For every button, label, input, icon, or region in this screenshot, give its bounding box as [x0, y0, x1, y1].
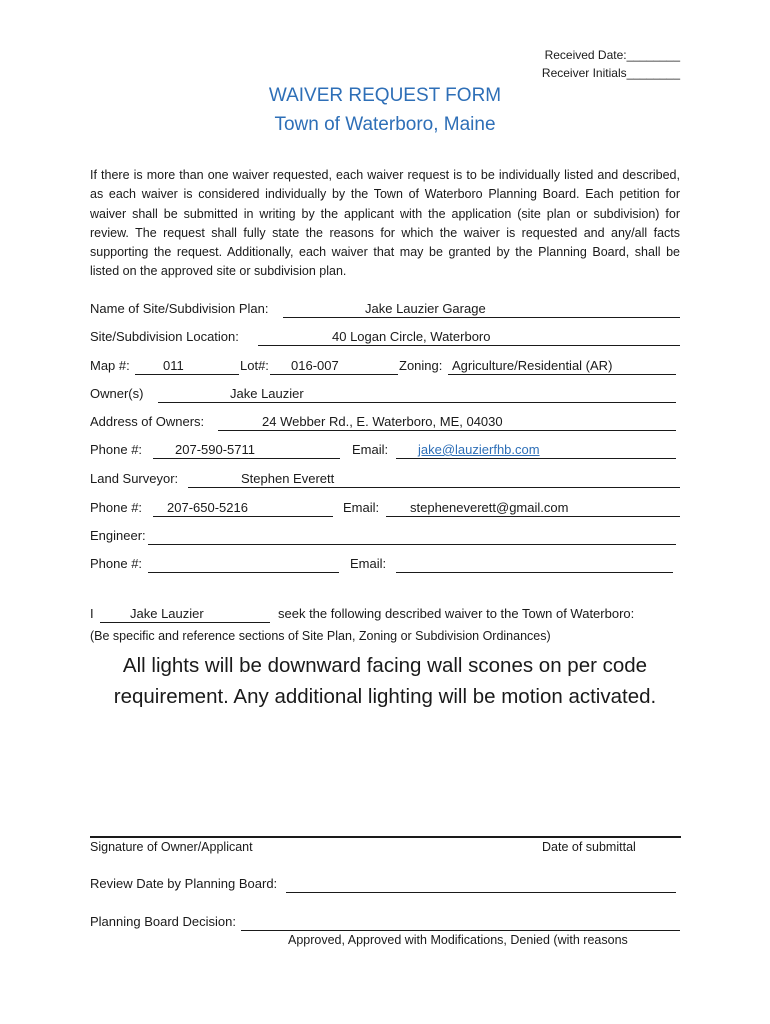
zoning-value: Agriculture/Residential (AR): [452, 358, 613, 373]
received-date-field: Received Date:________: [544, 48, 680, 62]
waiver-applicant-input[interactable]: [100, 605, 270, 623]
site-name-value: Jake Lauzier Garage: [365, 301, 486, 316]
review-date-row: [90, 875, 680, 893]
engineer-email-input[interactable]: [396, 555, 673, 573]
lot-input[interactable]: [270, 357, 398, 375]
location-input[interactable]: [258, 328, 680, 346]
site-name-row: [90, 300, 680, 318]
address-label: Address of Owners:: [90, 414, 205, 429]
owner-phone-input[interactable]: [153, 441, 340, 459]
map-input[interactable]: [135, 357, 239, 375]
lot-label: Lot#:: [240, 358, 269, 373]
address-row: [90, 413, 680, 431]
waiver-note: (Be specific and reference sections of Site Plan, Zoning or Subdivision Ordinances): [90, 629, 551, 643]
surveyor-phone-value: 207-650-5216: [167, 500, 248, 515]
intro-paragraph: If there is more than one waiver requested, each waiver request is to be individually listed and described, as each waiver is considered individually by the Town of Waterboro Planning Board. Each petition for waiver shall be submitted in writing by the applicant with the application (site plan or subdivision) for review. The request shall fully state the reasons for which the waiver is requested and any/all facts supporting the request. Additionally, each waiver that may be granted by the Planning Board, shall be listed on the approved site or subdivision plan.: [90, 168, 680, 279]
location-value: 40 Logan Circle, Waterboro: [332, 329, 491, 344]
owners-input[interactable]: [158, 385, 676, 403]
site-name-input[interactable]: [283, 300, 680, 318]
surveyor-value: Stephen Everett: [241, 471, 335, 486]
signature-line[interactable]: [90, 836, 681, 838]
address-input[interactable]: [218, 413, 676, 431]
owners-label: Owner(s): [90, 386, 144, 401]
surveyor-email-label: Email:: [343, 500, 380, 515]
owner-phone-value: 207-590-5711: [175, 442, 255, 457]
engineer-contact-row: [90, 555, 680, 573]
waiver-prefix: I: [90, 606, 94, 621]
waiver-description[interactable]: All lights will be downward facing wall scones on per code requirement. Any additional lighting will be motion activated.: [113, 654, 657, 708]
lot-value: 016-007: [291, 358, 339, 373]
map-lot-zoning-row: [90, 357, 680, 375]
owner-email-label: Email:: [352, 442, 389, 457]
decision-label: Planning Board Decision:: [90, 914, 236, 929]
surveyor-input[interactable]: [188, 470, 680, 488]
owners-row: [90, 385, 680, 403]
engineer-phone-label: Phone #:: [90, 556, 143, 571]
address-value: 24 Webber Rd., E. Waterboro, ME, 04030: [262, 414, 503, 429]
surveyor-phone-label: Phone #:: [90, 500, 143, 515]
waiver-statement-text: seek the following described waiver to the Town of Waterboro:: [278, 606, 635, 621]
owner-phone-label: Phone #:: [90, 442, 143, 457]
review-date-label: Review Date by Planning Board:: [90, 876, 278, 891]
owner-email-input[interactable]: [396, 441, 676, 459]
waiver-statement-row: [90, 605, 680, 623]
decision-input[interactable]: [241, 913, 680, 931]
location-label: Site/Subdivision Location:: [90, 329, 239, 344]
decision-row: [90, 913, 680, 931]
surveyor-phone-input[interactable]: [153, 499, 333, 517]
surveyor-email-input[interactable]: [386, 499, 680, 517]
receiver-initials-field: Receiver Initials________: [541, 66, 680, 80]
form-subtitle: Town of Waterboro, Maine: [274, 114, 496, 135]
date-submittal-label: Date of submittal: [542, 840, 636, 854]
map-value: 011: [163, 358, 184, 373]
surveyor-label: Land Surveyor:: [90, 471, 179, 486]
owners-value: Jake Lauzier: [230, 386, 304, 401]
site-name-label: Name of Site/Subdivision Plan:: [90, 301, 269, 316]
owner-contact-row: [90, 441, 680, 459]
surveyor-row: [90, 470, 680, 488]
form-title: WAIVER REQUEST FORM: [268, 85, 502, 106]
engineer-email-label: Email:: [350, 556, 387, 571]
engineer-row: [90, 527, 680, 545]
owner-email-value[interactable]: jake@lauzierfhb.com: [418, 442, 540, 457]
map-label: Map #:: [90, 358, 130, 373]
zoning-label: Zoning:: [399, 358, 443, 373]
decision-options: Approved, Approved with Modifications, Denied (with reasons: [288, 933, 628, 947]
zoning-input[interactable]: [448, 357, 676, 375]
engineer-phone-input[interactable]: [148, 555, 339, 573]
engineer-input[interactable]: [148, 527, 676, 545]
surveyor-contact-row: [90, 499, 680, 517]
surveyor-email-value: stepheneverett@gmail.com: [410, 500, 569, 515]
waiver-applicant-value: Jake Lauzier: [130, 606, 204, 621]
location-row: [90, 328, 680, 346]
engineer-label: Engineer:: [90, 528, 146, 543]
signature-label: Signature of Owner/Applicant: [90, 840, 253, 854]
review-date-input[interactable]: [286, 875, 676, 893]
